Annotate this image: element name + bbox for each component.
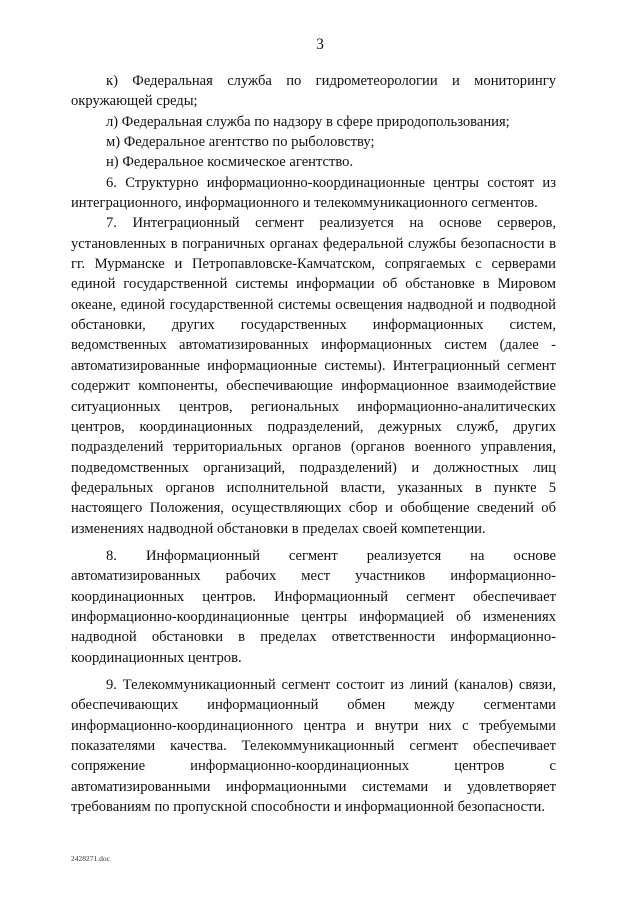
page-number: 3 bbox=[316, 36, 324, 53]
paragraph-9: 9. Телекоммуникационный сегмент состоит из линий (каналов) связи, обеспечивающих информационный обмен между сегментами информационно-координационного центра и внутри них с требуемыми показателями качества. Телекоммуникационный сегмент обеспечивает сопряжение информационно-координационных центров с автоматизированными информационными системами и удовлетворяет требованиям по пропускной способности и информационной безопасности. bbox=[71, 676, 556, 816]
list-item-n: н) Федеральное космическое агентство. bbox=[106, 154, 354, 171]
paragraph-8: 8. Информационный сегмент реализуется на основе автоматизированных рабочих мест участников информационно-координационных центров. Информационный сегмент обеспечивает информационно-координационные центры информацией об изменениях надводной обстановки в пределах ответственности информационно-координационных центров. bbox=[71, 547, 556, 666]
list-item-k: к) Федеральная служба по гидрометеорологии и мониторингу окружающей среды; bbox=[71, 73, 556, 110]
list-item-l: л) Федеральная служба по надзору в сфере природопользования; bbox=[106, 113, 510, 130]
document-body bbox=[71, 71, 556, 817]
paragraph-7: 7. Интеграционный сегмент реализуется на основе серверов, установленных в пограничных органах федеральной службы безопасности в гг. Мурманске и Петропавловске-Камчатском, сопрягаемых с серверами единой государственной системы информации об обстановке в Мировом океане, единой государственной системы освещения надводной и подводной обстановки, других государственных информационных систем, ведомственных автоматизированных информационных систем (далее - автоматизированные информационные системы). Интеграционный сегмент содержит компоненты, обеспечивающие информационное взаимодействие ситуационных центров, региональных информационно-аналитических центров, координационных подразделений, дежурных служб, других подразделений территориальных органов (органов военного управления, подведомственных организаций, подразделений) и должностных лиц федеральных органов исполнительной власти, указанных в пункте 5 настоящего Положения, осуществляющих сбор и обобщение сведений об изменениях надводной обстановки в пределах своей компетенции. bbox=[71, 215, 556, 537]
footer-filename: 2428271.doc bbox=[71, 854, 110, 863]
paragraph-6: 6. Структурно информационно-координационные центры состоят из интеграционного, информационного и телекоммуникационного сегментов. bbox=[71, 174, 556, 212]
list-item-m: м) Федеральное агентство по рыболовству; bbox=[106, 134, 375, 151]
